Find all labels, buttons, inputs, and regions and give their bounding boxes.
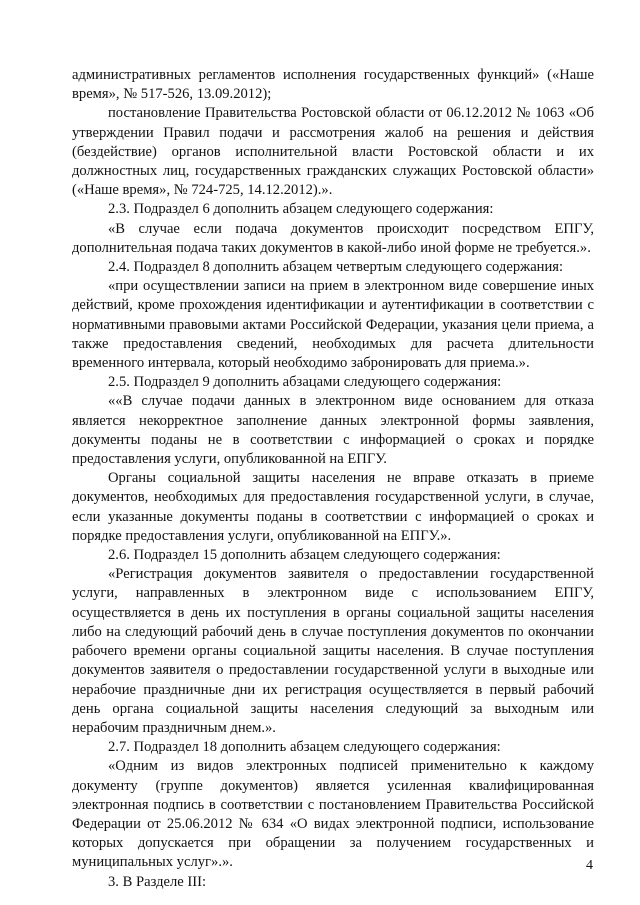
paragraph-item-2-5: 2.5. Подраздел 9 дополнить абзацами следующего содержания:	[108, 374, 502, 391]
paragraph-item-2-4-text: «при осуществлении записи на прием в электронном виде совершение иных действий, кроме прохождения идентификации и аутентификации в соответствии с нормативными правовыми актами Российской Федерации, указания цели приема, а также предоставления сведений, необходимых для расчета длительности временного интервала, который необходимо забронировать для приема.».	[72, 278, 594, 372]
paragraph-resolution-1063: постановление Правительства Ростовской области от 06.12.2012 № 1063 «Об утверждении Правил подачи и рассмотрения жалоб на решения и действия (бездействие) органов исполнительной власти Ростовской области и их должностных лиц, государственных гражданских служащих Ростовской области» («Наше время», № 724-725, 14.12.2012).».	[72, 105, 594, 199]
paragraph-item-2-3: 2.3. Подраздел 6 дополнить абзацем следующего содержания:	[108, 201, 494, 218]
paragraph-item-2-5-text-1: ««В случае подачи данных в электронном виде основанием для отказа является некорректное заполнение данных электронной формы заявления, документы поданы не в соответствии с информацией о сроках и порядке предоставления услуги, опубликованной на ЕПГУ.	[72, 393, 594, 468]
paragraph-continuation: административных регламентов исполнения государственных функций» («Наше время», № 517-526, 13.09.2012);	[72, 67, 594, 103]
paragraph-item-2-5-text-2: Органы социальной защиты населения не вправе отказать в приеме документов, необходимых для предоставления государственной услуги, в случае, если указанные документы поданы в соответствии с информацией о сроках и порядке предоставления услуги, опубликованной на ЕПГУ.».	[72, 470, 594, 544]
document-page	[72, 66, 594, 892]
paragraph-item-2-4: 2.4. Подраздел 8 дополнить абзацем четвертым следующего содержания:	[108, 259, 564, 276]
page-number: 4	[586, 858, 593, 873]
paragraph-item-2-6-text: «Регистрация документов заявителя о предоставлении государственной услуги, направленных в электронном виде с использованием ЕПГУ, осуществляется в день их поступления в органы социальной защиты населения либо на следующий рабочий день в случае поступления документов по окончании рабочего времени органы социальной защиты населения. В случае поступления документов заявителя о предоставлении государственной услуги в выходные или нерабочие праздничные дни их регистрация осуществляется в первый рабочий день органа социальной защиты населения следующий за выходным или нерабочим праздничным днем.».	[72, 566, 594, 736]
paragraph-item-2-7-text: «Одним из видов электронных подписей применительно к каждому документу (группе документов) является усиленная квалифицированная электронная подпись в соответствии с постановлением Правительства Российской Федерации от 25.06.2012 № 634 «О видах электронной подписи, использование которых допускается при обращении за получением государственных и муниципальных услуг».».	[72, 758, 594, 871]
paragraph-item-2-7: 2.7. Подраздел 18 дополнить абзацем следующего содержания:	[108, 739, 501, 756]
paragraph-item-2-3-text: «В случае если подача документов происходит посредством ЕПГУ, дополнительная подача таких документов в какой-либо иной форме не требуется.».	[72, 220, 594, 256]
paragraph-item-3: 3. В Разделе III:	[108, 873, 207, 890]
paragraph-item-2-6: 2.6. Подраздел 15 дополнить абзацем следующего содержания:	[108, 547, 501, 564]
